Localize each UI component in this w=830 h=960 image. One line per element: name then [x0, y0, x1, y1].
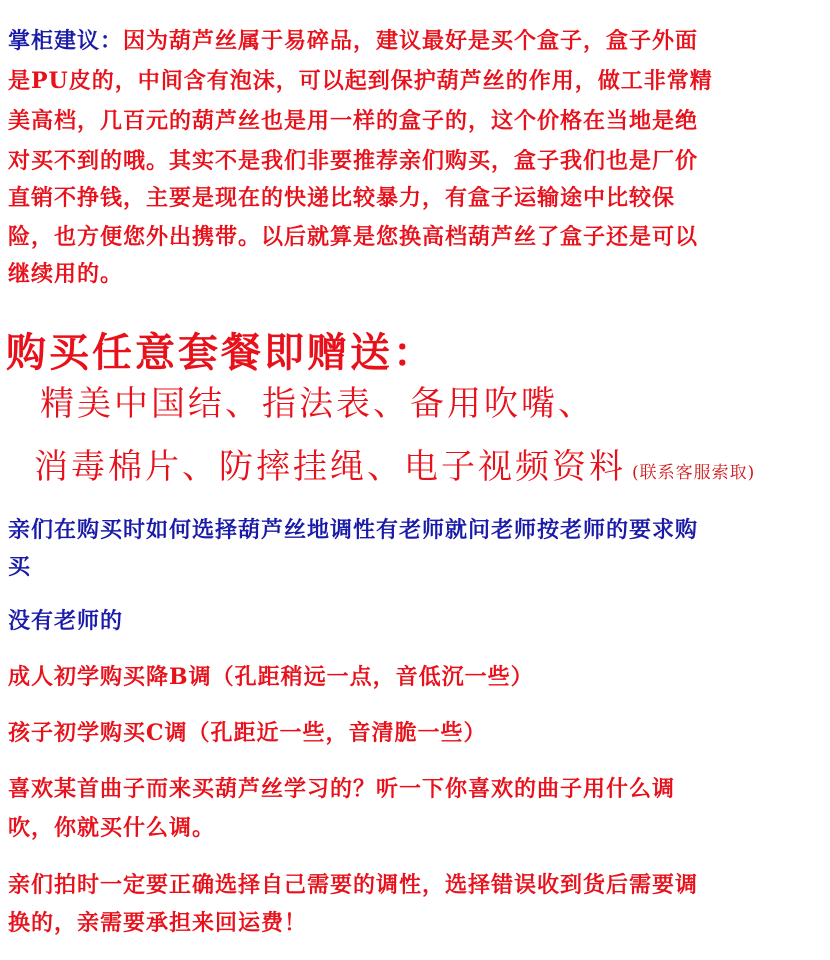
child-key-line: 孩子初学购买C调（孔距近一些，音清脆一些） [8, 720, 487, 746]
intro-text: 因为葫芦丝属于易碎品，建议最好是买个盒子，盒子外面 [123, 28, 699, 54]
intro-line-5: 直销不挣钱，主要是现在的快递比较暴力，有盒子运输途中比较保 [8, 185, 676, 211]
gift-line-2 [34, 445, 755, 495]
guide-line-1: 亲们在购买时如何选择葫芦丝地调性有老师就问老师按老师的要求购 [8, 517, 699, 543]
warning-line-1: 亲们拍时一定要正确选择自己需要的调性，选择错误收到货后需要调 [8, 872, 699, 898]
intro-line-3: 美高档，几百元的葫芦丝也是用一样的盒子的，这个价格在当地是绝 [8, 108, 699, 134]
guide-line-2: 买 [8, 554, 32, 580]
contact-service-note: (联系客服索取) [632, 463, 756, 483]
gift-line-2-text: 消毒棉片、防摔挂绳、电子视频资料 [34, 447, 626, 487]
intro-line-4: 对买不到的哦。其实不是我们非要推荐亲们购买，盒子我们也是厂价 [8, 148, 699, 174]
gift-line-1: 精美中国结、指法表、备用吹嘴、 [40, 384, 595, 424]
no-teacher-line: 没有老师的 [8, 608, 124, 634]
song-line-1: 喜欢某首曲子而来买葫芦丝学习的？听一下你喜欢的曲子用什么调 [8, 776, 676, 802]
shopkeeper-label: 掌柜建议： [8, 28, 124, 54]
intro-line-7: 继续用的。 [8, 261, 124, 287]
warning-line-2: 换的，亲需要承担来回运费！ [8, 910, 308, 936]
song-line-2: 吹，你就买什么调。 [8, 815, 216, 841]
intro-line-1 [8, 26, 698, 56]
gift-headline: 购买任意套餐即赠送： [6, 329, 436, 376]
intro-line-2: 是PU皮的，中间含有泡沫，可以起到保护葫芦丝的作用，做工非常精 [8, 68, 713, 94]
adult-key-line: 成人初学购买降B调（孔距稍远一点，音低沉一些） [8, 664, 534, 690]
intro-line-6: 险，也方便您外出携带。以后就算是您换高档葫芦丝了盒子还是可以 [8, 224, 699, 250]
